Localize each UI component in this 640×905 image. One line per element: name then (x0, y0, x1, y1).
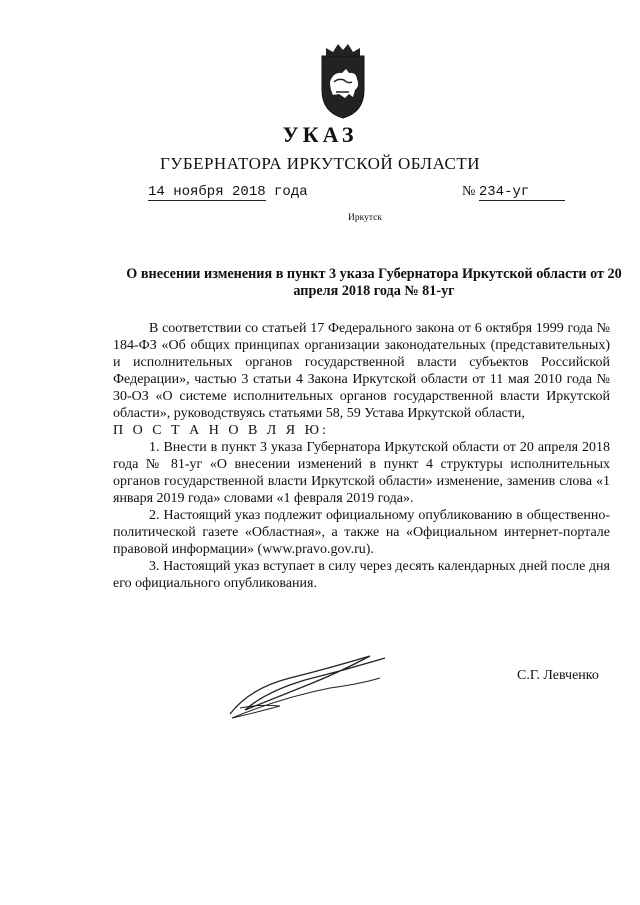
date-value: 14 ноября 2018 (148, 184, 266, 200)
date-suffix: года (265, 184, 308, 200)
document-number (462, 184, 565, 201)
signature-icon (220, 648, 400, 722)
decree-item-2: 2. Настоящий указ подлежит официальному опубликованию в общественно-политической газете «Областная», а также на «Официальном интернет-портале правовой информации» (www.pravo.gov.ru). (113, 508, 610, 557)
document-city: Иркутск (348, 213, 382, 223)
number-sign: № (462, 184, 476, 199)
document-heading: О внесении изменения в пункт 3 указа Губернатора Иркутской области от 20 апреля 2018 года № 81-уг (126, 266, 622, 299)
decree-item-3: 3. Настоящий указ вступает в силу через десять календарных дней после дня его официального опубликования. (113, 559, 610, 591)
coat-of-arms-icon (318, 42, 368, 120)
document-body (113, 320, 610, 592)
signer-name: С.Г. Левченко (517, 668, 599, 683)
document-subtitle: ГУБЕРНАТОРА ИРКУТСКОЙ ОБЛАСТИ (159, 154, 481, 173)
document-title: УКАЗ (282, 122, 358, 147)
decree-word: П О С Т А Н О В Л Я Ю: (113, 423, 329, 438)
document-date (148, 184, 308, 200)
preamble-paragraph: В соответствии со статьей 17 Федерального закона от 6 октября 1999 года № 184-ФЗ «Об общих принципах организации законодательных (представительных) и исполнительных органов государственной власти субъектов Российской Федерации», частью 3 статьи 4 Закона Иркутской области от 11 мая 2010 года № 30-ОЗ «О системе исполнительных органов государственной власти Иркутской области», руководствуясь статьями 58, 59 Устава Иркутской области, (113, 321, 610, 421)
decree-item-1: 1. Внести в пункт 3 указа Губернатора Иркутской области от 20 апреля 2018 года № 81-уг «О внесении изменений в пункт 4 структуры исполнительных органов государственной власти Иркутской области» изменение, заменив слова «1 января 2019 года» словами «1 февраля 2019 года». (113, 440, 610, 506)
number-value: 234-уг (479, 184, 565, 201)
